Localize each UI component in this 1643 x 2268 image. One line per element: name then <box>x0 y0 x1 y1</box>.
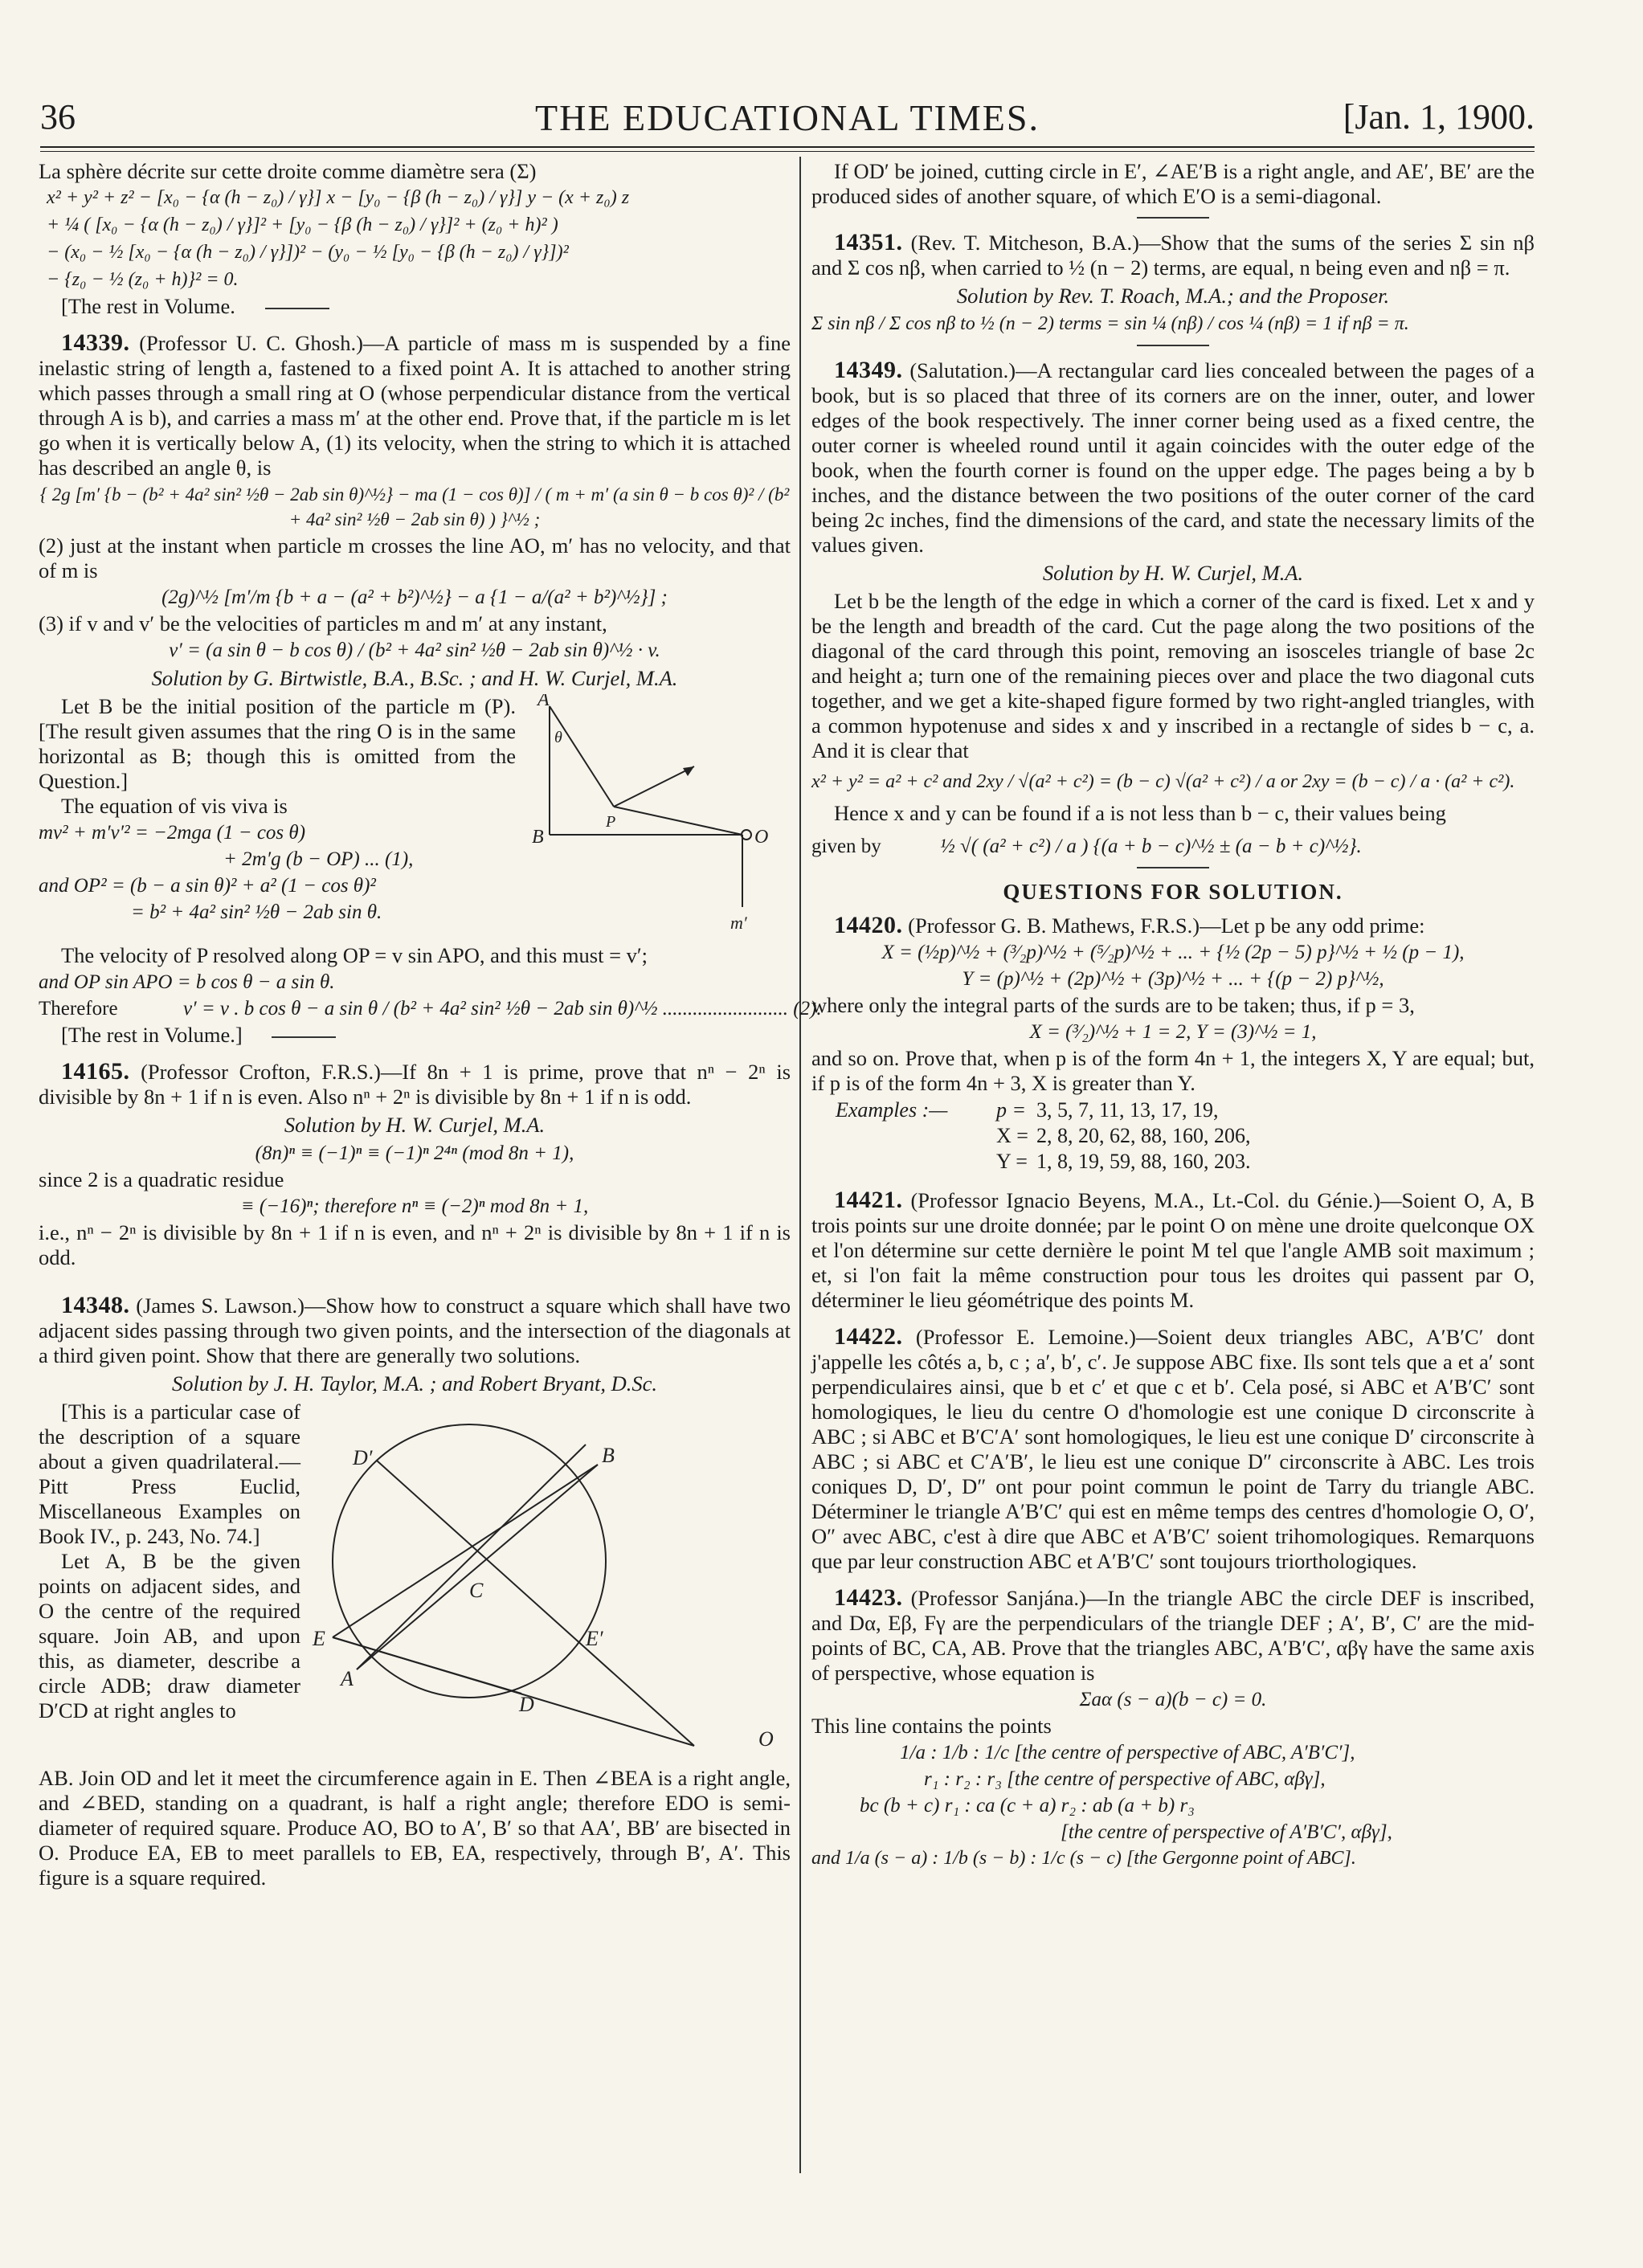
point-line: [the centre of perspective of A′B′C′, αβγ], <box>1061 1821 1392 1843</box>
text: since 2 is a quadratic residue <box>39 1167 284 1191</box>
text: This line contains the points <box>811 1714 1052 1738</box>
point-line: and 1/a (s − a) : 1/b (s − b) : 1/c (s − c) [the Gergonne point of ABC]. <box>811 1848 1356 1869</box>
label-O: O <box>754 827 769 848</box>
sphere-eq-line: x² + y² + z² − [x₀ − {α (h − z₀) / γ}] x − [y₀ − {β (h − z₀) / γ}] y − (x + z₀) z <box>47 187 630 208</box>
question-number: 14339. <box>61 329 130 356</box>
equation: and OP² = (b − a sin θ)² + a² (1 − cos θ)² <box>39 875 376 897</box>
header-rule-thin <box>40 151 1535 152</box>
question-14339-part3: (3) if v and v′ be the velocities of particles m and m′ at any instant, <box>39 611 607 635</box>
point-line: bc (b + c) r₁ : ca (c + a) r₂ : ab (a + b) r₃ <box>860 1795 1195 1816</box>
sphere-eq-line: + ¼ ( [x₀ − {α (h − z₀) / γ}]² + [y₀ − {β (h − z₀) / γ}]² + (z₀ + h)² ) <box>47 215 558 235</box>
equation-row: Therefore v′ = v . b cos θ − a sin θ / (b² + 4a² sin² ½θ − 2ab sin θ)^½ ......................... (2). <box>39 998 822 1020</box>
question-14339-part2: (2) just at the instant when particle m crosses the line AO, m′ has no velocity, and that of m is <box>39 533 791 582</box>
question-14422: 14422. (Professor E. Lemoine.)—Soient deux triangles ABC, A′B′C′ dont j'appelle les côtés a, b, c ; a′, b′, c′. Je suppose ABC fixe. Ils sont tels que a et a′ sont perpendiculaires ainsi, que b et c′ et que c et b′. Cela posé, si ABC et A′B′C′ sont homologiques, le lieu du centre O d'homologie est une conique D circonscrite à ABC ; si ABC et B′C′A′ sont homologiques, le lieu est une conique D′ circonscrite à ABC ; si ABC et C′A′B′, le lieu est une conique D″ circonscrite à ABC. Les trois coniques D, D′, D″ ont pour point commun le point de Tarry du triangle ABC. Déterminer le triangle A′B′C′ qui est en même temps des centres d'homologie O, O′, O″ avec ABC, c'est à dire que ABC et A′B′C′ soient trihomologiques. Remarquons que par leur construction ABC et A′B′C′ sont toujours triorthologiques. <box>811 1323 1535 1573</box>
pendulum-figure <box>525 694 791 943</box>
page-header <box>40 96 1535 145</box>
point-line: r₁ : r₂ : r₃ [the centre of perspective of ABC, αβγ], <box>924 1768 1326 1790</box>
equation: (2g)^½ [m′/m {b + a − (a² + b²)^½} − a {1 − a/(a² + b²)^½}] ; <box>161 586 668 608</box>
label-m-prime: m′ <box>730 913 747 933</box>
sphere-eq-line: − {z₀ − ½ (z₀ + h)}² = 0. <box>47 269 239 290</box>
question-14421: 14421. (Professor Ignacio Beyens, M.A., Lt.-Col. du Génie.)—Soient O, A, B trois points sur une droite donnée; par le point O on mène une droite quelconque OX et l'on détermine sur cette dernière le point M tel que l'angle AMB soit maximum ; et, si l'on fait la même construction pour tous les droites qui passent par O, déterminer le lieu géométrique des points M. <box>811 1187 1535 1312</box>
rest-in-volume: [The rest in Volume. <box>39 294 791 319</box>
solution-text: Let B be the initial position of the particle m (P). [The result given assumes that the ring O is in the same horizontal as B; though this is omitted from the Question.] <box>39 694 516 793</box>
question-number: 14422. <box>834 1323 903 1350</box>
sphere-intro: La sphère décrite sur cette droite comme diamètre sera (Σ) <box>39 159 537 183</box>
label-A: A <box>341 1667 354 1690</box>
question-number: 14165. <box>61 1058 130 1085</box>
column-divider <box>799 157 801 2173</box>
label-C: C <box>469 1579 484 1602</box>
solution-by: Solution by H. W. Curjel, M.A. <box>1042 561 1304 585</box>
text: and so on. Prove that, when p is of the form 4n + 1, the integers X, Y are equal; but, if p is of the form 4n + 3, X is greater than Y. <box>811 1046 1535 1095</box>
equation: mv² + m′v′² = −2mga (1 − cos θ) <box>39 822 306 844</box>
question-14348: 14348. (James S. Lawson.)—Show how to construct a square which shall have two adjacent sides passing through two given points, and the intersection of the diagonals at a third given point. Show that there are generally two solutions. <box>39 1292 791 1367</box>
od-text: If OD′ be joined, cutting circle in E′, ∠AE′B is a right angle, and AE′, BE′ are the produced sides of another square, of which E′O is a semi-diagonal. <box>811 159 1535 208</box>
equation: v′ = (a sin θ − b cos θ) / (b² + 4a² sin² ½θ − 2ab sin θ)^½ · v. <box>169 640 660 661</box>
equation: x² + y² = a² + c² and 2xy / √(a² + c²) = (b − c) √(a² + c²) / a or 2xy = (b − c) / a · (a² + c²). <box>811 771 1515 792</box>
label-E: E <box>313 1627 325 1650</box>
equation: + 2m′g (b − OP) ... (1), <box>223 848 414 870</box>
right-column <box>811 159 1535 1873</box>
rest-in-volume: [The rest in Volume.] <box>39 1023 791 1048</box>
equation: { 2g [m′ {b − (b² + 4a² sin² ½θ − 2ab sin θ)^½} − ma (1 − cos θ)] / ( m + m′ (a sin θ − b cos θ)² / (b² + 4a² sin² ½θ − 2ab sin θ) ) }^½ ; <box>39 484 790 529</box>
separator <box>1137 345 1209 346</box>
left-column <box>39 159 822 1890</box>
question-number: 14348. <box>61 1292 130 1318</box>
question-number: 14349. <box>834 357 903 383</box>
label-D-prime: D′ <box>353 1446 373 1469</box>
equation: X = (³⁄₂)^½ + 1 = 2, Y = (3)^½ = 1, <box>1029 1021 1317 1043</box>
question-number: 14351. <box>834 229 903 255</box>
solution-by: Solution by G. Birtwistle, B.A., B.Sc. ; and H. W. Curjel, M.A. <box>151 666 678 690</box>
header-rule <box>40 146 1535 148</box>
point-line: 1/a : 1/b : 1/c [the centre of perspective of ABC, A′B′C′], <box>900 1742 1355 1763</box>
equation: (8n)ⁿ ≡ (−1)ⁿ ≡ (−1)ⁿ 2⁴ⁿ (mod 8n + 1), <box>255 1142 574 1164</box>
text: i.e., nⁿ − 2ⁿ is divisible by 8n + 1 if n is even, and nⁿ + 2ⁿ is divisible by 8n + 1 if n is odd. <box>39 1220 791 1269</box>
vis-viva: The equation of vis viva is <box>61 794 288 818</box>
separator <box>1137 867 1209 868</box>
equation: and OP sin APO = b cos θ − a sin θ. <box>39 971 335 993</box>
label-A: A <box>537 694 550 710</box>
label-E-prime: E′ <box>586 1627 603 1650</box>
equation: Y = (p)^½ + (2p)^½ + (3p)^½ + ... + {(p − 2) p}^½, <box>962 968 1384 990</box>
equation: = b² + 4a² sin² ½θ − 2ab sin θ. <box>131 901 382 923</box>
label-B: B <box>602 1444 615 1467</box>
label-theta: θ <box>554 729 562 746</box>
journal-title: THE EDUCATIONAL TIMES. <box>535 97 1040 138</box>
text: where only the integral parts of the surds are to be taken; thus, if p = 3, <box>811 993 1415 1017</box>
solution-text: AB. Join OD and let it meet the circumference again in E. Then ∠BEA is a right angle, and ∠BED, standing on a quadrant, is half a right angle; therefore EDO is semi-diameter of required square. Produce AO, BO to A′, B′ so that AA′, BB′ are bisected in O. Produce EA, EB to meet parallels to EB, EA, respectively, through B′, A′. This figure is a square required. <box>39 1766 791 1890</box>
equation: Σ sin nβ / Σ cos nβ to ½ (n − 2) terms = sin ¼ (nβ) / cos ¼ (nβ) = 1 if nβ = π. <box>811 313 1409 334</box>
equation-row: given by ½ √( (a² + c²) / a ) {(a + b − c)^½ ± (a − b + c)^½}. <box>811 836 1362 857</box>
question-14349: 14349. (Salutation.)—A rectangular card lies concealed between the pages of a book, but is so placed that three of its corners are on the inner, outer, and lower edges of the book respectively. The inner corner being used as a fixed centre, the outer corner is wheeled round until it again coincides with the outer edge of the book, when the fourth corner is found on the upper edge. The pages being a by b inches, and the distance between the two positions of the outer corner of the card being 2c inches, find the dimensions of the card, and state the necessary limits of the values given. <box>811 357 1535 557</box>
question-14423: 14423. (Professor Sanjána.)—In the triangle ABC the circle DEF is inscribed, and Dα, Eβ, Fγ are the perpendiculars of the triangle DEF ; A′, B′, C′ are the mid-points of BC, CA, AB. Prove that the triangles ABC, A′B′C′, αβγ have the same axis of perspective, whose equation is <box>811 1584 1535 1685</box>
question-number: 14421. <box>834 1187 903 1213</box>
solution-by: Solution by Rev. T. Roach, M.A.; and the Proposer. <box>956 284 1390 308</box>
section-heading: QUESTIONS FOR SOLUTION. <box>1003 880 1343 904</box>
issue-date: [Jan. 1, 1900. <box>1343 97 1535 137</box>
equation: X = (½p)^½ + (³⁄₂p)^½ + (⁵⁄₂p)^½ + ... + {½ (2p − 5) p}^½ + ½ (p − 1), <box>881 942 1465 963</box>
sphere-eq-line: − (x₀ − ½ [x₀ − {α (h − z₀) / γ}])² − (y₀ − ½ [y₀ − {β (h − z₀) / γ}])² <box>47 242 569 263</box>
solution-by: Solution by H. W. Curjel, M.A. <box>284 1113 546 1137</box>
square-construction-figure <box>309 1404 791 1766</box>
velocity-text: The velocity of P resolved along OP = v sin APO, and this must = v′; <box>61 943 648 967</box>
label-D: D <box>519 1693 534 1716</box>
page-number: 36 <box>40 97 76 137</box>
question-number: 14423. <box>834 1584 903 1611</box>
text: Hence x and y can be found if a is not less than b − c, their values being <box>834 801 1446 825</box>
equation: ≡ (−16)ⁿ; therefore nⁿ ≡ (−2)ⁿ mod 8n + 1, <box>240 1195 589 1217</box>
label-P: P <box>606 813 616 831</box>
question-14165: 14165. (Professor Crofton, F.R.S.)—If 8n + 1 is prime, prove that nⁿ − 2ⁿ is divisible by 8n + 1 if n is even. Also nⁿ + 2ⁿ is divisible by 8n + 1 if n is odd. <box>39 1058 791 1109</box>
question-14420: 14420. (Professor G. B. Mathews, F.R.S.)—Let p be any odd prime: <box>834 912 1425 938</box>
solution-text: Let A, B be the given points on adjacent sides, and O the centre of the required square. Join AB, and upon this, as diameter, describe a circle ADB; draw diameter D′CD at right angles to <box>39 1549 300 1722</box>
question-number: 14420. <box>834 912 903 938</box>
question-14351: 14351. (Rev. T. Mitcheson, B.A.)—Show that the sums of the series Σ sin nβ and Σ cos nβ, when carried to ½ (n − 2) terms, are equal, n being even and nβ = π. <box>811 229 1535 280</box>
solution-by: Solution by J. H. Taylor, M.A. ; and Robert Bryant, D.Sc. <box>171 1371 658 1396</box>
examples-table: Examples :— p = 3, 5, 7, 11, 13, 17, 19, X = 2, 8, 20, 62, 88, 160, 206, Y = 1, 8, 19, 59, 88, 160, 203. <box>836 1098 1251 1173</box>
solution-text: Let b be the length of the edge in which a corner of the card is fixed. Let x and y be the length and breadth of the card. Cut the page along the two positions of the diagonal of the card through this point, removing an isosceles triangle of base 2c and height a; turn one of the remaining pieces over and place the two diagonal cuts together, and we get a kite-shaped figure formed by two right-angled triangles, with a common hypotenuse and sides x and y inscribed in a rectangle of sides b − c, a. And it is clear that <box>811 589 1535 762</box>
label-B: B <box>532 827 544 848</box>
equation: Σaα (s − a)(b − c) = 0. <box>1079 1689 1267 1710</box>
separator <box>1137 217 1209 219</box>
label-O: O <box>758 1727 774 1751</box>
question-14339: 14339. (Professor U. C. Ghosh.)—A particle of mass m is suspended by a fine inelastic string of length a, fastened to a fixed point A. It is attached to another string which passes through a small ring at O (whose perpendicular distance from the vertical through A is b), and carries a mass m′ at the other end. Prove that, if the particle m is let go when it is vertically below A, (1) its velocity, when the string to which it is attached has described an angle θ, is <box>39 329 791 480</box>
note-text: [This is a particular case of the description of a square about a given quadrilateral.—Pitt Press Euclid, Miscellaneous Examples on Book IV., p. 243, No. 74.] <box>39 1400 300 1548</box>
